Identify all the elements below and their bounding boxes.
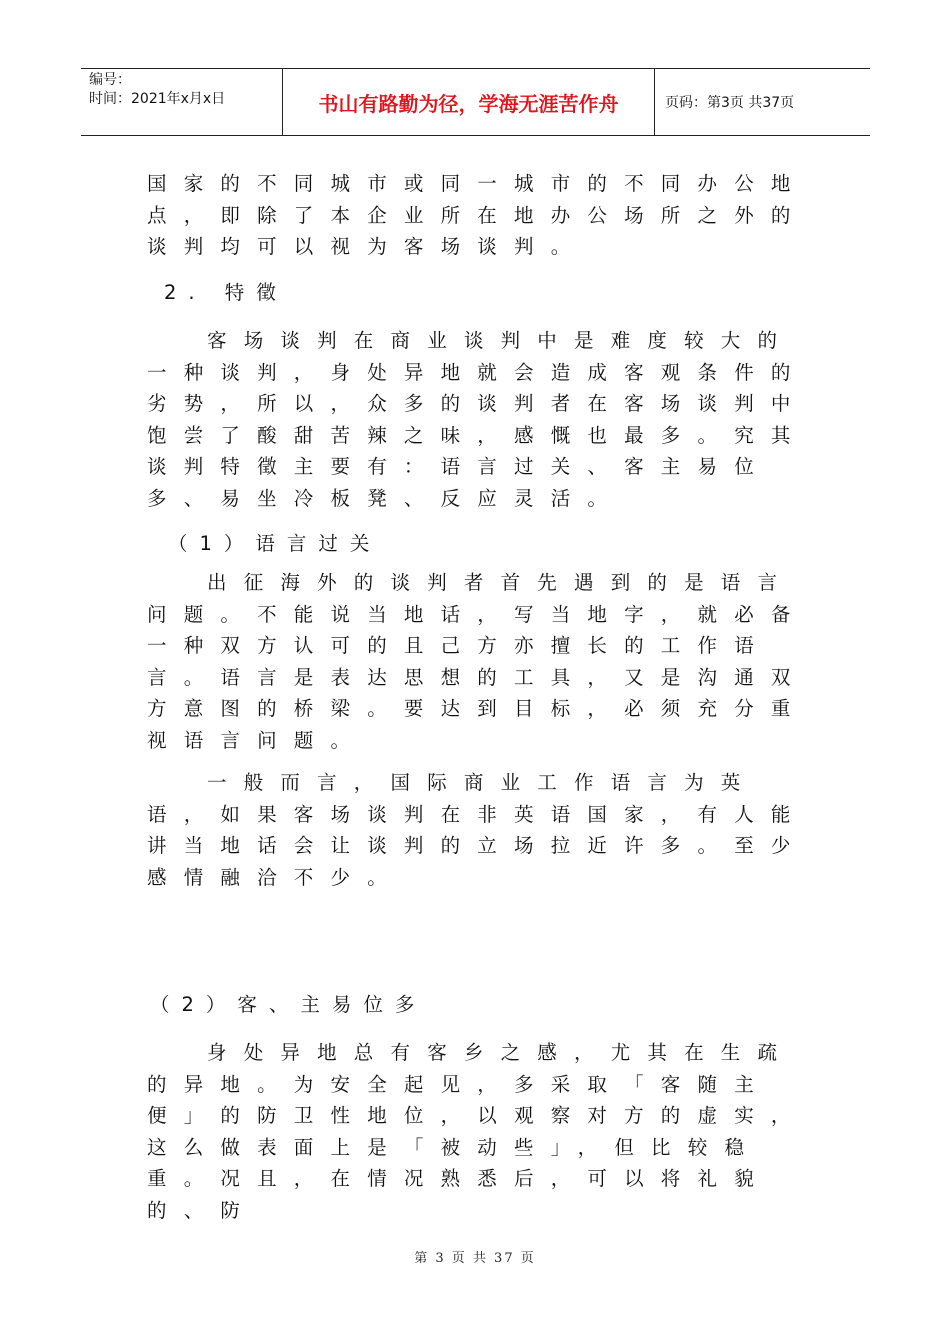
paragraph-5: 身处异地总有客乡之感，尤其在生疏的异地。为安全起见，多采取「客随主便」的防卫性地位，以观察对方的虚实，这么做表面上是「被动些」，但比较稳重。况且，在情况熟悉后，可以将礼貌的、防 (147, 1041, 808, 1222)
header-meta (81, 69, 283, 135)
page-footer: 第 3 页 共 37 页 (414, 1251, 536, 1266)
subheading-host-guest: （2）客、主易位多 (150, 993, 427, 1016)
document-number-label: 编号： (89, 72, 131, 88)
document-date: 时间：2021年x月x日 (89, 91, 226, 107)
paragraph-3: 出征海外的谈判者首先遇到的是语言问题。不能说当地话，写当地字，就必备一种双方认可的且己方亦擅长的工作语言。语言是表达思想的工具，又是沟通双方意图的桥梁。要达到目标，必须充分重视语言问题。 (147, 571, 808, 752)
paragraph-4: 一般而言，国际商业工作语言为英语，如果客场谈判在非英语国家，有人能讲当地话会让谈判的立场拉近许多。至少感情融洽不少。 (147, 771, 808, 889)
header-motto: 书山有路勤为径，学海无涯苦作舟 (283, 69, 655, 135)
paragraph-1: 国家的不同城市或同一城市的不同办公地点，即除了本企业所在地办公场所之外的谈判均可以视为客场谈判。 (147, 172, 808, 259)
paragraph-2: 客场谈判在商业谈判中是难度较大的一种谈判，身处异地就会造成客观条件的劣势，所以，众多的谈判者在客场谈判中饱尝了酸甜苦辣之味，感慨也最多。究其谈判特徵主要有：语言过关、客主易位多、易坐冷板凳、反应灵活。 (147, 329, 808, 510)
header-page-info: 页码：第3页 共37页 (665, 95, 795, 111)
subheading-language: （1）语言过关 (168, 532, 382, 555)
page-header (81, 68, 870, 136)
section-heading-2: 2. 特徵 (164, 281, 288, 304)
